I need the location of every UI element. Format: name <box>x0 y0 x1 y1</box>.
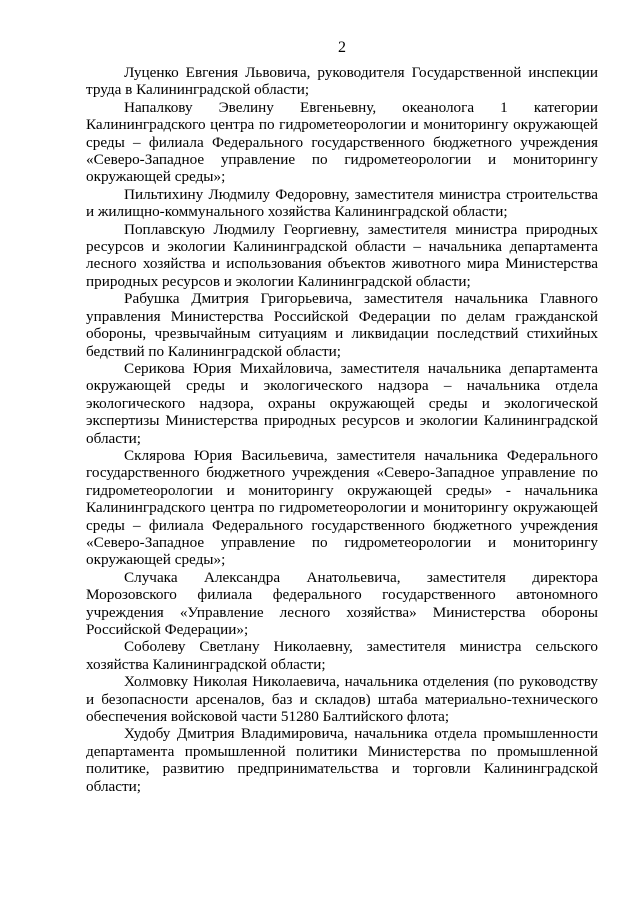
list-entry-soboleva: Соболеву Светлану Николаевну, заместителя министра сельского хозяйства Калининградской области; <box>86 638 598 673</box>
list-entry-lutsenko: Луценко Евгения Львовича, руководителя Государственной инспекции труда в Калининградской области; <box>86 64 598 99</box>
document-page <box>86 38 598 795</box>
list-entry-khudoba: Худобу Дмитрия Владимировича, начальника отдела промышленности департамента промышленной политики Министерства по промышленной политике, развитию предпринимательства и торговли Калининградской области; <box>86 725 598 795</box>
list-entry-rabushka: Рабушка Дмитрия Григорьевича, заместителя начальника Главного управления Министерства Российской Федерации по делам гражданской обороны, чрезвычайным ситуациям и ликвидации последствий стихийных бедствий по Калининградской области; <box>86 290 598 360</box>
list-entry-serikov: Серикова Юрия Михайловича, заместителя начальника департамента окружающей среды и экологического надзора – начальника отдела экологического надзора, охраны окружающей среды и экологической экспертизы Министерства природных ресурсов и экологии Калининградской области; <box>86 359 598 447</box>
list-entry-poplavskaya: Поплавскую Людмилу Георгиевну, заместителя министра природных ресурсов и экологии Калининградской области – начальника департамента лесного хозяйства и использования объектов животного мира Министерства природных ресурсов и экологии Калининградской области; <box>86 220 598 290</box>
list-entry-piltikhina: Пильтихину Людмилу Федоровну, заместителя министра строительства и жилищно-коммунального хозяйства Калининградской области; <box>86 185 598 221</box>
list-entry-sklyarov: Склярова Юрия Васильевича, заместителя начальника Федерального государственного бюджетного учреждения «Северо-Западное управление по гидрометеорологии и мониторингу окружающей среды» - начальника Калининградского центра по гидрометеорологии и мониторингу окружающей среды – филиала Федерального государственного бюджетного учреждения «Северо-Западное управление по гидрометеорологии и мониторингу окружающей среды»; <box>86 446 598 569</box>
list-entry-sluchak: Случака Александра Анатольевича, заместителя директора Морозовского филиала федерального государственного автономного учреждения «Управление лесного хозяйства» Министерства обороны Российской Федерации»; <box>86 568 598 638</box>
page-number: 2 <box>338 39 346 56</box>
list-entry-napalkova: Напалкову Эвелину Евгеньевну, океанолога 1 категории Калининградского центра по гидрометеорологии и мониторингу окружающей среды – филиала Федерального государственного бюджетного учреждения «Северо-Западное управление по гидрометеорологии и мониторингу окружающей среды»; <box>86 98 598 186</box>
list-entry-kholmovka: Холмовку Николая Николаевича, начальника отделения (по руководству и безопасности арсеналов, баз и складов) штаба материально-технического обеспечения войсковой части 51280 Балтийского флота; <box>86 673 598 726</box>
